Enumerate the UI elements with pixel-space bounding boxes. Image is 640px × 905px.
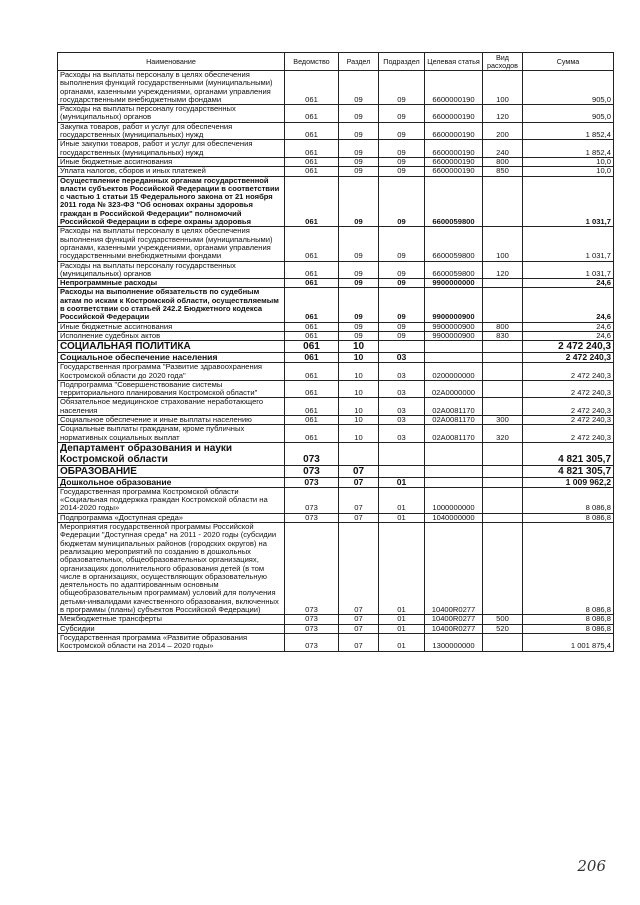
row-subsection: 09 [379,167,425,176]
row-kind [483,176,523,227]
row-dept: 073 [285,523,339,615]
row-name: Межбюджетные трансферты [58,615,285,624]
row-name: Расходы на выплаты персоналу в целях обеспечения выполнения функций государственными (муниципальными) органами, казенными учреждениями, органами управления государственными внебюджетными фондами [58,71,285,105]
row-name: Департамент образования и науки Костромской области [58,442,285,465]
row-sum: 24,6 [523,288,614,322]
row-target [425,477,483,487]
row-name: Уплата налогов, сборов и иных платежей [58,167,285,176]
row-dept: 061 [285,167,339,176]
row-dept: 061 [285,425,339,443]
row-dept: 073 [285,442,339,465]
table-row [58,442,614,465]
table-row [58,105,614,123]
row-target: 02А0000000 [425,380,483,398]
header-section: Раздел [339,53,379,71]
row-section: 10 [339,425,379,443]
row-name: Подпрограмма "Совершенствование системы территориального планирования Костромской области" [58,380,285,398]
row-section: 07 [339,513,379,522]
row-dept: 061 [285,353,339,363]
row-section: 09 [339,167,379,176]
row-section: 09 [339,157,379,166]
row-dept: 061 [285,398,339,416]
row-kind: 500 [483,615,523,624]
header-sum: Сумма [523,53,614,71]
row-dept: 061 [285,261,339,279]
row-kind: 120 [483,105,523,123]
row-name: Расходы на выплаты персоналу государственных (муниципальных) органов [58,105,285,123]
row-section: 10 [339,341,379,353]
row-sum: 2 472 240,3 [523,398,614,416]
row-target: 9900000000 [425,279,483,288]
row-kind: 520 [483,624,523,633]
row-subsection: 09 [379,331,425,340]
table-row [58,425,614,443]
row-subsection: 09 [379,105,425,123]
row-subsection: 01 [379,633,425,651]
row-subsection: 09 [379,261,425,279]
row-sum: 24,6 [523,322,614,331]
row-target: 6600059800 [425,227,483,261]
table-row [58,341,614,353]
row-target: 1000000000 [425,487,483,513]
row-target: 6600000190 [425,122,483,140]
row-kind: 800 [483,157,523,166]
row-kind: 300 [483,415,523,424]
row-name: Иные закупки товаров, работ и услуг для обеспечения государственных (муниципальных) нужд [58,140,285,158]
row-subsection: 09 [379,71,425,105]
row-sum: 2 472 240,3 [523,425,614,443]
table-row [58,380,614,398]
row-dept: 073 [285,477,339,487]
row-kind: 200 [483,122,523,140]
row-dept: 061 [285,71,339,105]
row-subsection: 09 [379,176,425,227]
row-sum: 2 472 240,3 [523,341,614,353]
row-section: 07 [339,523,379,615]
row-section: 07 [339,487,379,513]
row-section: 09 [339,140,379,158]
row-section: 09 [339,331,379,340]
table-row [58,261,614,279]
row-dept: 061 [285,341,339,353]
row-subsection: 09 [379,288,425,322]
row-subsection: 03 [379,398,425,416]
budget-table [57,52,614,652]
row-sum: 8 086,8 [523,513,614,522]
row-sum: 4 821 305,7 [523,465,614,477]
row-kind [483,477,523,487]
row-section: 07 [339,624,379,633]
row-target: 10400R0277 [425,523,483,615]
row-dept: 073 [285,465,339,477]
row-sum: 8 086,8 [523,523,614,615]
row-dept: 061 [285,279,339,288]
row-sum: 8 086,8 [523,624,614,633]
row-name: СОЦИАЛЬНАЯ ПОЛИТИКА [58,341,285,353]
row-subsection [379,341,425,353]
row-sum: 1 852,4 [523,140,614,158]
row-kind [483,513,523,522]
row-subsection: 01 [379,477,425,487]
row-sum: 1 852,4 [523,122,614,140]
row-target [425,442,483,465]
row-dept: 061 [285,105,339,123]
row-dept: 061 [285,140,339,158]
row-sum: 2 472 240,3 [523,380,614,398]
row-section: 10 [339,380,379,398]
table-row [58,140,614,158]
row-kind [483,353,523,363]
row-section: 10 [339,415,379,424]
page-number: 206 [577,857,606,875]
row-subsection [379,442,425,465]
table-row [58,615,614,624]
table-row [58,465,614,477]
row-sum: 24,6 [523,279,614,288]
row-sum: 8 086,8 [523,615,614,624]
row-subsection: 09 [379,227,425,261]
row-kind [483,380,523,398]
row-target: 6600000190 [425,157,483,166]
row-dept: 061 [285,415,339,424]
row-target: 6600000190 [425,167,483,176]
row-section: 09 [339,288,379,322]
row-sum: 1 031,7 [523,176,614,227]
row-target: 02А0081170 [425,398,483,416]
row-kind: 850 [483,167,523,176]
table-body [58,71,614,652]
row-sum: 10,0 [523,157,614,166]
row-target: 6600059800 [425,176,483,227]
row-dept: 061 [285,331,339,340]
row-section: 09 [339,227,379,261]
table-row [58,176,614,227]
row-name: Иные бюджетные ассигнования [58,322,285,331]
row-name: Непрограммные расходы [58,279,285,288]
row-target: 1300000000 [425,633,483,651]
row-subsection: 03 [379,415,425,424]
row-sum: 8 086,8 [523,487,614,513]
table-row [58,363,614,381]
row-name: Дошкольное образование [58,477,285,487]
table-row [58,353,614,363]
row-kind: 800 [483,322,523,331]
row-subsection: 01 [379,513,425,522]
row-kind [483,288,523,322]
row-kind [483,279,523,288]
row-name: Исполнение судебных актов [58,331,285,340]
row-dept: 073 [285,624,339,633]
row-section: 09 [339,322,379,331]
row-target: 6600000190 [425,71,483,105]
table-row [58,167,614,176]
row-dept: 061 [285,288,339,322]
header-subsection: Подраздел [379,53,425,71]
row-target: 0200000000 [425,363,483,381]
row-kind [483,523,523,615]
row-name: Социальное обеспечение населения [58,353,285,363]
row-kind: 120 [483,261,523,279]
row-subsection: 01 [379,624,425,633]
row-name: Закупка товаров, работ и услуг для обеспечения государственных (муниципальных) нужд [58,122,285,140]
row-section: 09 [339,176,379,227]
table-row [58,288,614,322]
row-kind [483,465,523,477]
row-target: 6600000190 [425,140,483,158]
row-dept: 061 [285,363,339,381]
row-kind: 240 [483,140,523,158]
row-name: Подпрограмма «Доступная среда» [58,513,285,522]
row-name: Государственная программа "Развитие здравоохранения Костромской области до 2020 года" [58,363,285,381]
row-subsection: 09 [379,279,425,288]
table-row [58,477,614,487]
row-target: 9900000900 [425,322,483,331]
row-name: Государственная программа Костромской области «Социальная поддержка граждан Костромской области на 2014-2020 годы» [58,487,285,513]
row-section: 09 [339,71,379,105]
row-section: 07 [339,633,379,651]
row-dept: 073 [285,487,339,513]
row-name: Субсидии [58,624,285,633]
row-sum: 1 009 962,2 [523,477,614,487]
row-target: 6600000190 [425,105,483,123]
row-sum: 10,0 [523,167,614,176]
row-sum: 905,0 [523,71,614,105]
row-name: Иные бюджетные ассигнования [58,157,285,166]
row-name: Социальное обеспечение и иные выплаты населению [58,415,285,424]
table-row [58,227,614,261]
table-row [58,487,614,513]
table-row [58,523,614,615]
row-kind: 100 [483,71,523,105]
table-row [58,633,614,651]
row-subsection: 03 [379,380,425,398]
row-subsection: 01 [379,523,425,615]
row-sum: 4 821 305,7 [523,442,614,465]
row-name: Расходы на выполнение обязательств по судебным актам по искам к Костромской области, осуществляемым в соответствии со статьей 242.2 Бюджетного кодекса Российской Федерации [58,288,285,322]
row-section: 07 [339,465,379,477]
row-sum: 1 001 875,4 [523,633,614,651]
row-subsection: 01 [379,487,425,513]
row-kind [483,398,523,416]
row-target [425,341,483,353]
row-section: 10 [339,353,379,363]
row-subsection: 03 [379,363,425,381]
row-kind [483,442,523,465]
row-section: 07 [339,477,379,487]
row-dept: 061 [285,380,339,398]
row-section [339,442,379,465]
table-row [58,122,614,140]
row-kind: 100 [483,227,523,261]
row-sum: 2 472 240,3 [523,353,614,363]
row-kind [483,633,523,651]
row-section: 09 [339,261,379,279]
row-target: 9900000900 [425,288,483,322]
row-name: Социальные выплаты гражданам, кроме публичных нормативных социальных выплат [58,425,285,443]
row-subsection: 03 [379,353,425,363]
row-sum: 2 472 240,3 [523,363,614,381]
header-target: Целевая статья [425,53,483,71]
row-kind: 830 [483,331,523,340]
row-sum: 24,6 [523,331,614,340]
row-name: Мероприятия государственной программы Российской Федерации "Доступная среда" на 2011 - 2020 годы (субсидии бюджетам муниципальных районов (городских округов) на реализацию мероприятий по созданию в дошкольных образовательных, общеобразовательных организациях, организациях дополнительного образования детей (в том числе в организациях, осуществляющих образовательную деятельность по адаптированным основным общеобразовательным программам) условий для получения детьми-инвалидами качественного образования, включенных в программы (планы) субъектов Российской Федерации) [58,523,285,615]
table-row [58,331,614,340]
row-subsection: 09 [379,122,425,140]
row-subsection: 01 [379,615,425,624]
row-dept: 073 [285,513,339,522]
row-sum: 1 031,7 [523,227,614,261]
row-section: 07 [339,615,379,624]
header-dept: Ведомство [285,53,339,71]
row-target [425,353,483,363]
row-dept: 061 [285,157,339,166]
row-target: 10400R0277 [425,615,483,624]
row-dept: 061 [285,176,339,227]
table-row [58,322,614,331]
row-name: ОБРАЗОВАНИЕ [58,465,285,477]
row-section: 10 [339,398,379,416]
row-section: 09 [339,105,379,123]
row-sum: 1 031,7 [523,261,614,279]
row-dept: 073 [285,615,339,624]
table-row [58,398,614,416]
row-target [425,465,483,477]
header-name: Наименование [58,53,285,71]
row-sum: 905,0 [523,105,614,123]
row-kind [483,363,523,381]
row-kind: 320 [483,425,523,443]
row-name: Государственная программа «Развитие образования Костромской области на 2014 – 2020 годы» [58,633,285,651]
row-dept: 061 [285,322,339,331]
row-name: Расходы на выплаты персоналу государственных (муниципальных) органов [58,261,285,279]
row-name: Расходы на выплаты персоналу в целях обеспечения выполнения функций государственными (муниципальными) органами, казенными учреждениями, органами управления государственными внебюджетными фондами [58,227,285,261]
row-target: 1040000000 [425,513,483,522]
row-name: Обязательное медицинское страхование неработающего населения [58,398,285,416]
row-target: 02А0081170 [425,415,483,424]
row-kind [483,487,523,513]
row-target: 6600059800 [425,261,483,279]
row-dept: 061 [285,122,339,140]
row-target: 9900000900 [425,331,483,340]
row-section: 09 [339,279,379,288]
row-dept: 061 [285,227,339,261]
table-header-row [58,53,614,71]
row-target: 02А0081170 [425,425,483,443]
row-section: 10 [339,363,379,381]
row-target: 10400R0277 [425,624,483,633]
row-dept: 073 [285,633,339,651]
row-subsection: 09 [379,157,425,166]
row-kind [483,341,523,353]
header-kind: Вид расходов [483,53,523,71]
row-name: Осуществление переданных органам государственной власти субъектов Российской Федерации в соответствии с частью 1 статьи 15 Федерального закона от 21 ноября 2011 года № 323-ФЗ "Об основах охраны здоровья граждан в Российской Федерации" полномочий Российской Федерации в сфере охраны здоровья [58,176,285,227]
row-subsection: 03 [379,425,425,443]
row-subsection: 09 [379,140,425,158]
row-subsection [379,465,425,477]
row-sum: 2 472 240,3 [523,415,614,424]
row-section: 09 [339,122,379,140]
row-subsection: 09 [379,322,425,331]
table-row [58,71,614,105]
